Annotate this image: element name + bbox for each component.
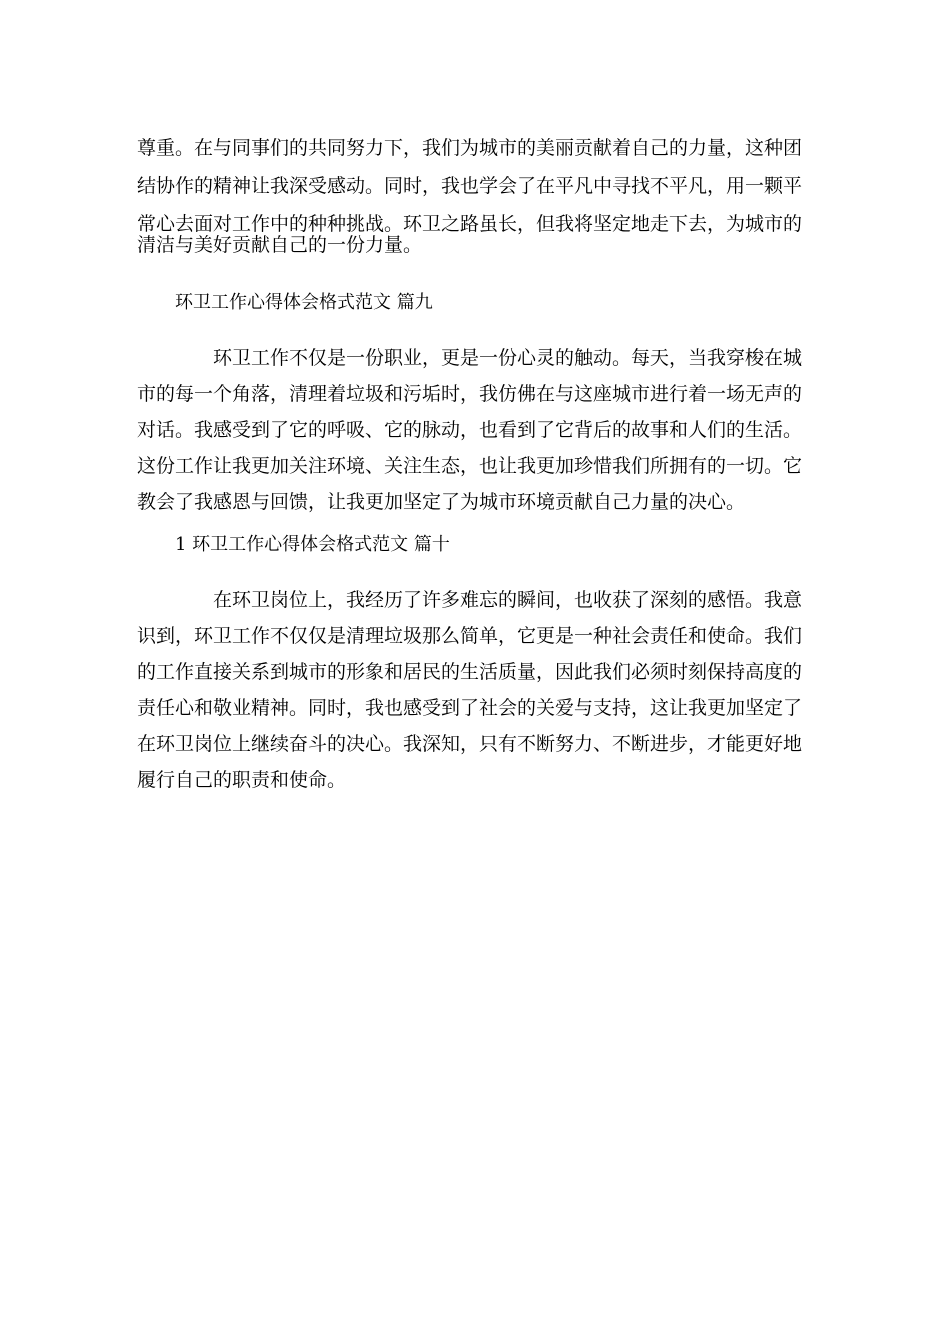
section-9-line-4: 这份工作让我更加关注环境、关注生态，也让我更加珍惜我们所拥有的一切。它	[137, 455, 803, 477]
section-10-line-6: 履行自己的职责和使命。	[137, 769, 347, 791]
intro-line-1: 尊重。在与同事们的共同努力下，我们为城市的美丽贡献着自己的力量，这种团	[137, 137, 803, 159]
section-10-line-4: 责任心和敬业精神。同时，我也感受到了社会的关爱与支持，这让我更加坚定了	[137, 697, 803, 719]
section-9-line-1: 环卫工作不仅是一份职业，更是一份心灵的触动。每天，当我穿梭在城	[213, 347, 803, 369]
intro-line-4: 清洁与美好贡献自己的一份力量。	[137, 234, 423, 256]
section-10-line-3: 的工作直接关系到城市的形象和居民的生活质量，因此我们必须时刻保持高度的	[137, 661, 803, 683]
section-9-line-3: 对话。我感受到了它的呼吸、它的脉动，也看到了它背后的故事和人们的生活。	[137, 419, 803, 441]
section-10-line-5: 在环卫岗位上继续奋斗的决心。我深知，只有不断努力、不断进步，才能更好地	[137, 733, 803, 755]
section-10-heading: 1 环卫工作心得体会格式范文 篇十	[175, 534, 450, 555]
section-10-line-1: 在环卫岗位上，我经历了许多难忘的瞬间，也收获了深刻的感悟。我意	[213, 589, 803, 611]
section-9-line-2: 市的每一个角落，清理着垃圾和污垢时，我仿佛在与这座城市进行着一场无声的	[137, 383, 803, 405]
intro-line-2: 结协作的精神让我深受感动。同时，我也学会了在平凡中寻找不平凡，用一颗平	[137, 175, 803, 197]
section-10-line-2: 识到，环卫工作不仅仅是清理垃圾那么简单，它更是一种社会责任和使命。我们	[137, 625, 803, 647]
section-9-heading: 环卫工作心得体会格式范文 篇九	[175, 292, 433, 313]
intro-line-3: 常心去面对工作中的种种挑战。环卫之路虽长，但我将坚定地走下去，为城市的	[137, 213, 803, 235]
section-9-line-5: 教会了我感恩与回馈，让我更加坚定了为城市环境贡献自己力量的决心。	[137, 491, 746, 513]
